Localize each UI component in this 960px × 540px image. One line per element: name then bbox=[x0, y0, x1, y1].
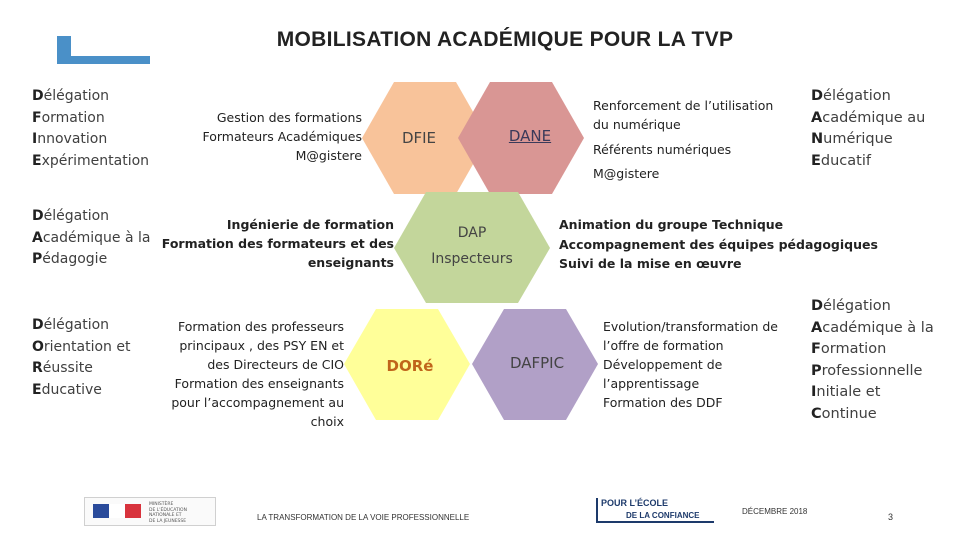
desc-dore bbox=[150, 317, 344, 431]
left-delegation-line: Formation bbox=[32, 109, 105, 126]
french-flag-icon bbox=[93, 504, 141, 518]
description-line: M@gistere bbox=[593, 166, 660, 181]
description-line: Développement de bbox=[603, 357, 723, 372]
right-delegation-line: Numérique bbox=[811, 131, 893, 147]
description-line: l’offre de formation bbox=[603, 338, 724, 353]
hex-dap-sublabel: Inspecteurs bbox=[431, 251, 513, 267]
footer-date: DÉCEMBRE 2018 bbox=[742, 507, 808, 516]
description-line: Formateurs Académiques bbox=[202, 129, 362, 144]
desc-dane-bottom bbox=[593, 138, 793, 186]
hex-dafpic-label: DAFPIC bbox=[509, 354, 565, 372]
description-line: Suivi de la mise en œuvre bbox=[559, 256, 742, 271]
hex-dap-label: DAP bbox=[457, 225, 487, 241]
description-line: Gestion des formations bbox=[216, 110, 362, 125]
left-delegation-line: Délégation bbox=[32, 317, 110, 333]
desc-dfie bbox=[170, 108, 362, 165]
delegation-dfie bbox=[32, 86, 149, 172]
ministry-line: MINISTÈRE bbox=[149, 502, 174, 507]
description-line: des Directeurs de CIO bbox=[207, 357, 344, 372]
hex-dore-label: DORé bbox=[386, 357, 434, 375]
page-title: MOBILISATION ACADÉMIQUE POUR LA TVP bbox=[276, 28, 734, 51]
right-delegation-line: Formation bbox=[811, 341, 887, 357]
description-line: Formation des formateurs et des bbox=[161, 236, 394, 251]
left-delegation-line: Expérimentation bbox=[32, 152, 150, 169]
ministry-line: DE LA JEUNESSE bbox=[149, 518, 187, 524]
description-line: Renforcement de l’utilisation bbox=[593, 98, 774, 113]
right-delegation-line: Professionnelle bbox=[811, 362, 923, 379]
left-delegation-line: Orientation et bbox=[32, 338, 131, 355]
description-line: enseignants bbox=[307, 255, 394, 270]
desc-dafpic bbox=[603, 317, 799, 412]
desc-dap-right bbox=[559, 215, 878, 274]
left-delegation-line: Académique à la bbox=[32, 229, 151, 246]
ecole-logo-line1: POUR L’ÉCOLE bbox=[601, 498, 669, 508]
right-delegation-line: Académique à la bbox=[811, 319, 934, 336]
right-delegation-line: Délégation bbox=[811, 298, 891, 314]
left-delegation-line: Délégation bbox=[32, 208, 110, 224]
delegation-dafpic bbox=[811, 296, 934, 425]
republique-francaise-logo bbox=[84, 497, 216, 526]
right-delegation-line: Educatif bbox=[811, 152, 871, 169]
page-number: 3 bbox=[888, 512, 894, 522]
description-line: Référents numériques bbox=[593, 142, 732, 157]
description-line: Formation des enseignants bbox=[174, 376, 344, 391]
right-delegation-line: Initiale et bbox=[811, 384, 881, 400]
description-line: Ingénierie de formation bbox=[226, 217, 394, 232]
left-delegation-line: Educative bbox=[32, 381, 102, 398]
description-line: choix bbox=[310, 414, 344, 429]
hex-dfie-label: DFIE bbox=[401, 129, 437, 147]
footer-center-text: LA TRANSFORMATION DE LA VOIE PROFESSIONNELLE bbox=[257, 513, 470, 522]
left-delegation-line: Pédagogie bbox=[32, 251, 108, 267]
ministry-line: NATIONALE ET bbox=[149, 513, 182, 518]
description-line: principaux , des PSY EN et bbox=[179, 338, 344, 353]
description-line: M@gistere bbox=[295, 148, 362, 163]
ecole-logo-line2: DE LA CONFIANCE bbox=[626, 511, 700, 520]
desc-dap bbox=[150, 215, 394, 272]
description-line: Formation des professeurs bbox=[177, 319, 344, 334]
left-delegation-line: Réussite bbox=[32, 360, 93, 376]
desc-dane-top bbox=[593, 96, 793, 134]
ministry-name bbox=[149, 502, 209, 524]
delegation-dap bbox=[32, 206, 150, 271]
delegation-dane bbox=[811, 86, 925, 172]
ecole-confiance-logo bbox=[596, 498, 716, 524]
description-line: du numérique bbox=[593, 117, 681, 132]
description-line: Accompagnement des équipes pédagogiques bbox=[559, 236, 878, 252]
ministry-line: DE L'ÉDUCATION bbox=[149, 507, 187, 513]
description-line: Formation des DDF bbox=[603, 395, 723, 410]
description-line: Evolution/transformation de bbox=[603, 319, 778, 334]
description-line: pour l’accompagnement au bbox=[171, 395, 344, 410]
left-delegation-line: Délégation bbox=[32, 88, 110, 104]
right-delegation-line: Académique au bbox=[811, 109, 926, 126]
hex-dane-label[interactable]: DANE bbox=[508, 127, 552, 145]
description-line: Animation du groupe Technique bbox=[559, 217, 784, 232]
hex-dap bbox=[394, 192, 550, 303]
right-delegation-line: Délégation bbox=[811, 88, 891, 104]
delegation-dore bbox=[32, 315, 130, 401]
description-line: l’apprentissage bbox=[603, 376, 700, 391]
right-delegation-line: Continue bbox=[811, 405, 877, 422]
left-delegation-line: Innovation bbox=[32, 131, 108, 147]
